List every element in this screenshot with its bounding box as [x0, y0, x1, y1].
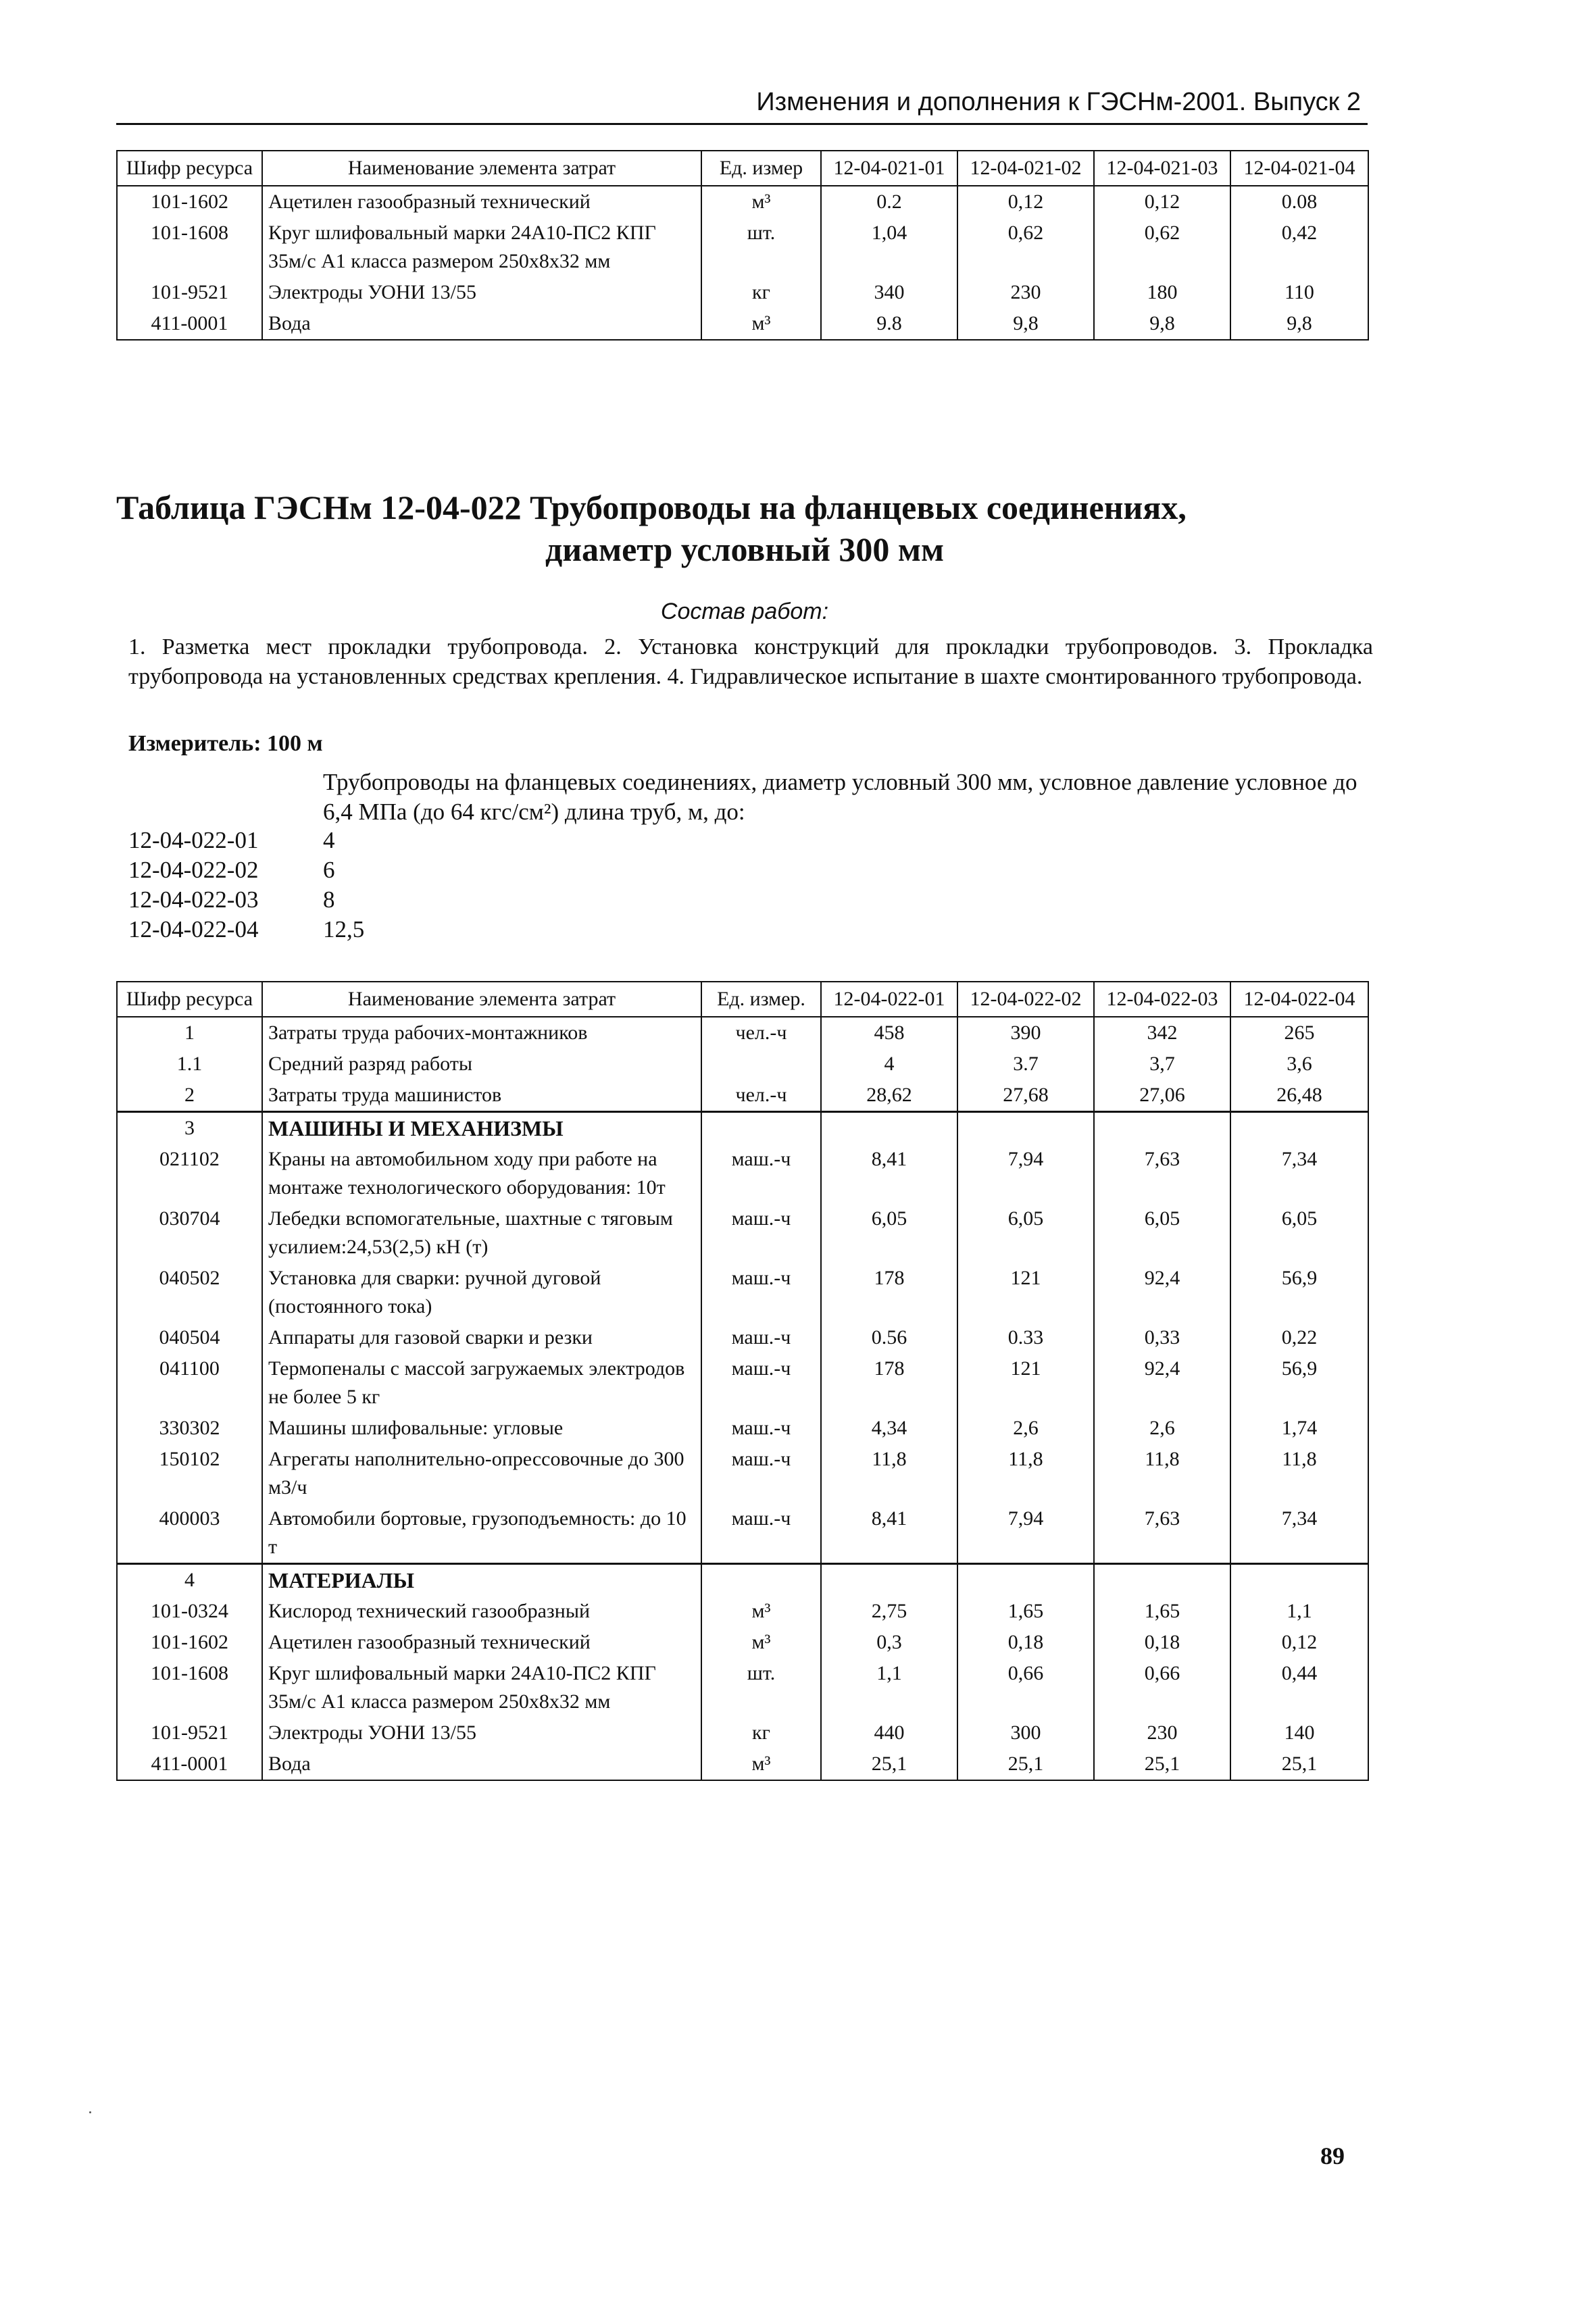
value-cell: 92,4 [1094, 1263, 1230, 1322]
position-code: 12-04-022-04 [128, 916, 259, 942]
value-cell: 56,9 [1230, 1263, 1368, 1322]
value-cell: 7,34 [1230, 1503, 1368, 1564]
resource-code-cell: 101-9521 [117, 1717, 262, 1749]
resource-name-cell: Установка для сварки: ручной дуговой (постоянного тока) [262, 1263, 701, 1322]
table-row [117, 1658, 1368, 1717]
value-cell: 7,94 [957, 1503, 1094, 1564]
value-cell: 27,68 [957, 1080, 1094, 1112]
value-cell: 0.56 [821, 1322, 957, 1353]
table-row [117, 308, 1368, 340]
resource-code-cell: 101-1602 [117, 1627, 262, 1658]
position-item [128, 855, 364, 885]
value-cell: 178 [821, 1263, 957, 1322]
resource-code-cell: 1.1 [117, 1049, 262, 1080]
table-row [117, 1263, 1368, 1322]
table-row [117, 218, 1368, 277]
value-cell: 230 [1094, 1717, 1230, 1749]
value-cell: 0,12 [957, 186, 1094, 218]
value-cell: 0,66 [957, 1658, 1094, 1717]
unit-cell: маш.-ч [701, 1503, 821, 1564]
value-cell: 1,65 [957, 1596, 1094, 1627]
position-item [128, 915, 364, 945]
value-cell: 11,8 [957, 1444, 1094, 1503]
resource-name-cell: Аппараты для газовой сварки и резки [262, 1322, 701, 1353]
value-cell: 9,8 [1094, 308, 1230, 340]
value-cell: 92,4 [1094, 1353, 1230, 1413]
value-cell: 230 [957, 277, 1094, 308]
unit-cell: маш.-ч [701, 1263, 821, 1322]
value-cell [957, 1564, 1094, 1596]
value-cell: 458 [821, 1017, 957, 1049]
resource-name-cell: Круг шлифовальный марки 24А10-ПС2 КПГ 35м/с А1 класса размером 250х8х32 мм [262, 1658, 701, 1717]
resource-code-cell: 330302 [117, 1413, 262, 1444]
resource-name-cell: Затраты труда машинистов [262, 1080, 701, 1112]
position-item [128, 885, 364, 915]
value-cell: 0,18 [957, 1627, 1094, 1658]
value-cell: 0,44 [1230, 1658, 1368, 1717]
composition-label: Состав работ: [660, 599, 829, 624]
value-cell: 7,63 [1094, 1503, 1230, 1564]
resource-name-cell: Кислород технический газообразный [262, 1596, 701, 1627]
value-cell: 6,05 [957, 1203, 1094, 1263]
value-cell: 300 [957, 1717, 1094, 1749]
table-header-row [117, 982, 1368, 1017]
resource-name-cell: Термопеналы с массой загружаемых электродов не более 5 кг [262, 1353, 701, 1413]
page-header [116, 85, 1368, 125]
value-cell: 110 [1230, 277, 1368, 308]
resource-name-cell: МАТЕРИАЛЫ [262, 1564, 701, 1596]
section-title-line1: Таблица ГЭСНм 12-04-022 Трубопроводы на фланцевых соединениях, [116, 488, 1187, 526]
value-cell: 8,41 [821, 1503, 957, 1564]
resource-name-cell: Электроды УОНИ 13/55 [262, 1717, 701, 1749]
value-cell: 25,1 [957, 1749, 1094, 1780]
position-item [128, 826, 364, 855]
value-cell: 2,75 [821, 1596, 957, 1627]
table-row [117, 1596, 1368, 1627]
resource-code-cell: 400003 [117, 1503, 262, 1564]
value-cell: 140 [1230, 1717, 1368, 1749]
value-cell: 6,05 [821, 1203, 957, 1263]
value-cell: 1,1 [821, 1658, 957, 1717]
column-header: 12-04-021-02 [957, 151, 1094, 186]
measurer: Измеритель: 100 м [128, 731, 323, 756]
resource-code-cell: 3 [117, 1112, 262, 1145]
value-cell: 11,8 [1094, 1444, 1230, 1503]
value-cell [821, 1112, 957, 1145]
position-code: 12-04-022-02 [128, 857, 259, 883]
column-header: Наименование элемента затрат [262, 151, 701, 186]
value-cell: 340 [821, 277, 957, 308]
unit-cell [701, 1564, 821, 1596]
table-row [117, 1080, 1368, 1112]
value-cell: 7,94 [957, 1144, 1094, 1203]
unit-cell: маш.-ч [701, 1144, 821, 1203]
value-cell [957, 1112, 1094, 1145]
column-header: 12-04-022-03 [1094, 982, 1230, 1017]
value-cell: 0,18 [1094, 1627, 1230, 1658]
value-cell: 1,1 [1230, 1596, 1368, 1627]
resource-name-cell: Вода [262, 308, 701, 340]
section-title [116, 486, 1373, 570]
resource-code-cell: 040504 [117, 1322, 262, 1353]
resource-code-cell: 1 [117, 1017, 262, 1049]
value-cell [821, 1564, 957, 1596]
unit-cell [701, 1112, 821, 1145]
table-row [117, 1413, 1368, 1444]
table-row [117, 1627, 1368, 1658]
value-cell [1230, 1112, 1368, 1145]
resource-code-cell: 040502 [117, 1263, 262, 1322]
value-cell: 342 [1094, 1017, 1230, 1049]
positions-list [128, 826, 364, 945]
table-row [117, 1322, 1368, 1353]
table-row [117, 1717, 1368, 1749]
position-value: 8 [323, 886, 335, 913]
resource-code-cell: 150102 [117, 1444, 262, 1503]
resource-name-cell: Лебедки вспомогательные, шахтные с тяговым усилием:24,53(2,5) кН (т) [262, 1203, 701, 1263]
value-cell: 6,05 [1094, 1203, 1230, 1263]
value-cell: 7,34 [1230, 1144, 1368, 1203]
value-cell: 121 [957, 1263, 1094, 1322]
resource-table-022 [116, 981, 1369, 1781]
resource-name-cell: Ацетилен газообразный технический [262, 1627, 701, 1658]
value-cell: 9,8 [1230, 308, 1368, 340]
unit-cell: м³ [701, 308, 821, 340]
value-cell: 121 [957, 1353, 1094, 1413]
unit-cell: м³ [701, 1749, 821, 1780]
unit-cell: маш.-ч [701, 1203, 821, 1263]
value-cell: 440 [821, 1717, 957, 1749]
value-cell [1094, 1564, 1230, 1596]
table-row [117, 1353, 1368, 1413]
value-cell: 0,12 [1094, 186, 1230, 218]
value-cell: 9.8 [821, 308, 957, 340]
column-header: 12-04-022-04 [1230, 982, 1368, 1017]
value-cell: 6,05 [1230, 1203, 1368, 1263]
value-cell: 178 [821, 1353, 957, 1413]
resource-name-cell: Краны на автомобильном ходу при работе на монтаже технологического оборудования: 10т [262, 1144, 701, 1203]
composition-text: 1. Разметка мест прокладки трубопровода. 2. Установка конструкций для прокладки трубопроводов. 3. Прокладка трубопровода на установленных средствах крепления. 4. Гидравлическое испытание в шахте смонтированного трубопровода. [128, 634, 1373, 689]
section-row [117, 1564, 1368, 1596]
resource-name-cell: Средний разряд работы [262, 1049, 701, 1080]
value-cell: 11,8 [821, 1444, 957, 1503]
table-header-row [117, 151, 1368, 186]
resource-code-cell: 411-0001 [117, 308, 262, 340]
table-row [117, 1144, 1368, 1203]
unit-cell: м³ [701, 186, 821, 218]
resource-code-cell: 101-9521 [117, 277, 262, 308]
value-cell [1094, 1112, 1230, 1145]
value-cell: 0,62 [957, 218, 1094, 277]
column-header: Ед. измер [701, 151, 821, 186]
unit-cell: маш.-ч [701, 1444, 821, 1503]
value-cell: 9,8 [957, 308, 1094, 340]
column-header: 12-04-021-01 [821, 151, 957, 186]
unit-cell: кг [701, 1717, 821, 1749]
table-row [117, 1444, 1368, 1503]
column-header: Ед. измер. [701, 982, 821, 1017]
resource-code-cell: 101-1602 [117, 186, 262, 218]
resource-code-cell: 411-0001 [117, 1749, 262, 1780]
value-cell: 11,8 [1230, 1444, 1368, 1503]
page-number: 89 [1320, 2142, 1345, 2169]
value-cell: 0,3 [821, 1627, 957, 1658]
value-cell: 0,12 [1230, 1627, 1368, 1658]
resource-code-cell: 021102 [117, 1144, 262, 1203]
column-header: 12-04-021-03 [1094, 151, 1230, 186]
value-cell: 3,7 [1094, 1049, 1230, 1080]
resource-code-cell: 2 [117, 1080, 262, 1112]
resource-name-cell: Круг шлифовальный марки 24А10-ПС2 КПГ 35м/с А1 класса размером 250х8х32 мм [262, 218, 701, 277]
resource-name-cell: Вода [262, 1749, 701, 1780]
section-row [117, 1112, 1368, 1145]
resource-code-cell: 101-1608 [117, 218, 262, 277]
unit-cell: чел.-ч [701, 1080, 821, 1112]
table-row [117, 1503, 1368, 1564]
value-cell: 2,6 [1094, 1413, 1230, 1444]
position-value: 4 [323, 827, 335, 853]
resource-name-cell: Автомобили бортовые, грузоподъемность: до 10 т [262, 1503, 701, 1564]
resource-table-021 [116, 150, 1369, 341]
position-code: 12-04-022-01 [128, 827, 259, 853]
value-cell: 7,63 [1094, 1144, 1230, 1203]
section-title-line2: диаметр условный 300 мм [545, 530, 945, 568]
resource-name-cell: Ацетилен газообразный технический [262, 186, 701, 218]
value-cell: 26,48 [1230, 1080, 1368, 1112]
page-header-title: Изменения и дополнения к ГЭСНм-2001. Выпуск 2 [756, 88, 1361, 116]
unit-cell: м³ [701, 1596, 821, 1627]
value-cell: 0,42 [1230, 218, 1368, 277]
value-cell: 180 [1094, 277, 1230, 308]
value-cell: 3,6 [1230, 1049, 1368, 1080]
position-code: 12-04-022-03 [128, 886, 259, 913]
value-cell: 0,22 [1230, 1322, 1368, 1353]
value-cell [1230, 1564, 1368, 1596]
resource-code-cell: 4 [117, 1564, 262, 1596]
position-value: 12,5 [323, 916, 365, 942]
value-cell: 0,62 [1094, 218, 1230, 277]
table-row [117, 1049, 1368, 1080]
value-cell: 1,74 [1230, 1413, 1368, 1444]
column-header: Наименование элемента затрат [262, 982, 701, 1017]
resource-name-cell: Электроды УОНИ 13/55 [262, 277, 701, 308]
value-cell: 4 [821, 1049, 957, 1080]
value-cell: 390 [957, 1017, 1094, 1049]
resource-name-cell: Машины шлифовальные: угловые [262, 1413, 701, 1444]
resource-name-cell: Затраты труда рабочих-монтажников [262, 1017, 701, 1049]
resource-code-cell: 101-0324 [117, 1596, 262, 1627]
unit-cell [701, 1049, 821, 1080]
unit-cell: шт. [701, 218, 821, 277]
resource-code-cell: 101-1608 [117, 1658, 262, 1717]
resource-code-cell: 030704 [117, 1203, 262, 1263]
column-header: Шифр ресурса [117, 982, 262, 1017]
column-header: 12-04-022-02 [957, 982, 1094, 1017]
value-cell: 0.2 [821, 186, 957, 218]
unit-cell: маш.-ч [701, 1353, 821, 1413]
table-row [117, 277, 1368, 308]
value-cell: 4,34 [821, 1413, 957, 1444]
table-row [117, 186, 1368, 218]
value-cell: 27,06 [1094, 1080, 1230, 1112]
value-cell: 2,6 [957, 1413, 1094, 1444]
table-row [117, 1749, 1368, 1780]
resource-name-cell: МАШИНЫ И МЕХАНИЗМЫ [262, 1112, 701, 1145]
value-cell: 56,9 [1230, 1353, 1368, 1413]
value-cell: 25,1 [821, 1749, 957, 1780]
value-cell: 25,1 [1094, 1749, 1230, 1780]
value-cell: 0.08 [1230, 186, 1368, 218]
resource-name-cell: Агрегаты наполнительно-опрессовочные до 300 м3/ч [262, 1444, 701, 1503]
unit-cell: маш.-ч [701, 1413, 821, 1444]
value-cell: 0,66 [1094, 1658, 1230, 1717]
value-cell: 8,41 [821, 1144, 957, 1203]
resource-code-cell: 041100 [117, 1353, 262, 1413]
unit-cell: шт. [701, 1658, 821, 1717]
value-cell: 1,65 [1094, 1596, 1230, 1627]
column-header: Шифр ресурса [117, 151, 262, 186]
value-cell: 3.7 [957, 1049, 1094, 1080]
scan-speck [89, 2111, 91, 2113]
column-header: 12-04-022-01 [821, 982, 957, 1017]
value-cell: 1,04 [821, 218, 957, 277]
positions-description: Трубопроводы на фланцевых соединениях, диаметр условный 300 мм, условное давление условное до 6,4 МПа (до 64 кгс/см²) длина труб, м, до: [323, 769, 1357, 825]
value-cell: 265 [1230, 1017, 1368, 1049]
value-cell: 25,1 [1230, 1749, 1368, 1780]
unit-cell: кг [701, 277, 821, 308]
table-row [117, 1203, 1368, 1263]
value-cell: 28,62 [821, 1080, 957, 1112]
table-row [117, 1017, 1368, 1049]
value-cell: 0,33 [1094, 1322, 1230, 1353]
unit-cell: маш.-ч [701, 1322, 821, 1353]
unit-cell: чел.-ч [701, 1017, 821, 1049]
value-cell: 0.33 [957, 1322, 1094, 1353]
column-header: 12-04-021-04 [1230, 151, 1368, 186]
position-value: 6 [323, 857, 335, 883]
unit-cell: м³ [701, 1627, 821, 1658]
